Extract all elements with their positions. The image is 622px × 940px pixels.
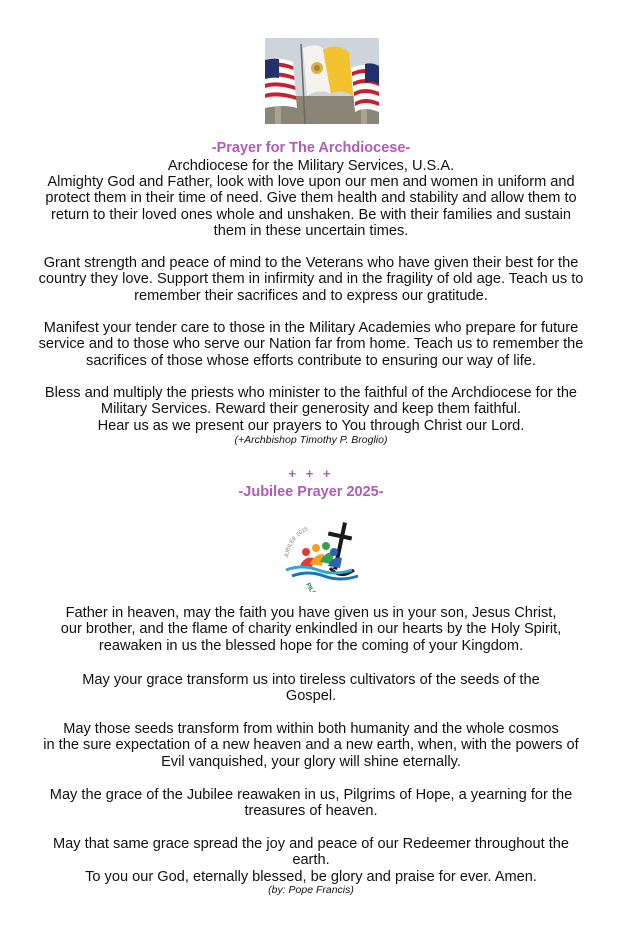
archdiocese-prayer-title: -Prayer for The Archdiocese-	[211, 140, 411, 156]
prayer-line: Gospel.	[285, 688, 337, 705]
prayer-line: May the grace of the Jubilee reawaken in us, Pilgrims of Hope, a yearning for the	[49, 787, 573, 803]
pope-attribution: (by: Pope Francis)	[268, 884, 354, 896]
prayer-line: Almighty God and Father, look with love upon our men and women in uniform and	[47, 174, 575, 190]
prayer-line: May those seeds transform from within both humanity and the whole cosmos	[63, 721, 559, 737]
prayer-line: remember their sacrifices and to express our gratitude.	[134, 287, 488, 304]
svg-text:PILGRIMS OF HOPE	[304, 582, 359, 592]
logo-jubilee-text: JUBILEE 2025	[283, 526, 309, 559]
cross-separator: + + +	[288, 466, 334, 481]
archdiocese-subtitle: Archdiocese for the Military Services, U.S.A.	[167, 158, 455, 174]
prayer-line: them in these uncertain times.	[213, 222, 409, 239]
prayer-line: Grant strength and peace of mind to the Veterans who have given their best for the	[43, 255, 579, 271]
prayer-line: service and to those who serve our Nation far from home. Teach us to remember the	[38, 336, 584, 353]
prayer-line: May your grace transform us into tireless cultivators of the seeds of the	[82, 672, 540, 688]
prayer-line: protect them in their time of need. Give them health and stability and allow them to	[45, 190, 577, 207]
prayer-line: Bless and multiply the priests who minister to the faithful of the Archdiocese for the	[44, 385, 578, 401]
prayer-line: return to their loved ones whole and unshaken. Be with their families and sustain	[50, 206, 571, 223]
flags-photo	[265, 38, 379, 124]
prayer-line: country they love. Support them in infirmity and in the fragility of old age. Teach us to	[38, 271, 584, 288]
jubilee-logo	[278, 518, 384, 592]
prayer-line: earth.	[292, 852, 330, 869]
prayer2-paragraph-5	[0, 836, 622, 885]
prayer1-paragraph-4	[0, 385, 622, 434]
prayer-line: Evil vanquished, your glory will shine eternally.	[161, 753, 461, 770]
prayer-line: Military Services. Reward their generosity and keep them faithful.	[100, 401, 522, 418]
prayer1-paragraph-2	[0, 255, 622, 304]
prayer-line: reawaken in us the blessed hope for the coming of your Kingdom.	[98, 637, 524, 654]
prayer2-paragraph-2	[0, 672, 622, 705]
prayer-line: our brother, and the flame of charity enkindled in our hearts by the Holy Spirit,	[60, 621, 562, 638]
prayer-line: May that same grace spread the joy and peace of our Redeemer throughout the	[53, 836, 569, 852]
archbishop-attribution: (+Archbishop Timothy P. Broglio)	[234, 434, 388, 446]
prayer-line: treasures of heaven.	[244, 803, 378, 820]
prayer-line: Manifest your tender care to those in the Military Academies who prepare for future	[43, 320, 579, 336]
prayer-line: sacrifices of those whose efforts contribute to ensuring our way of life.	[86, 352, 536, 369]
prayer2-paragraph-3	[0, 721, 622, 770]
jubilee-prayer-title: -Jubilee Prayer 2025-	[238, 484, 384, 500]
prayer-line: Father in heaven, may the faith you have given us in your son, Jesus Christ,	[65, 605, 557, 621]
prayer1-paragraph-3	[0, 320, 622, 369]
prayer-line: Hear us as we present our prayers to You through Christ our Lord.	[97, 417, 525, 434]
prayer1-paragraph-1	[0, 174, 622, 239]
logo-pilgrims-text: PIL	[304, 581, 315, 592]
prayer2-paragraph-4	[0, 787, 622, 820]
prayer-line: To you our God, eternally blessed, be glory and praise for ever. Amen.	[85, 868, 537, 885]
prayer2-paragraph-1	[0, 605, 622, 654]
prayer-line: in the sure expectation of a new heaven and a new earth, when, with the powers of	[43, 737, 579, 754]
